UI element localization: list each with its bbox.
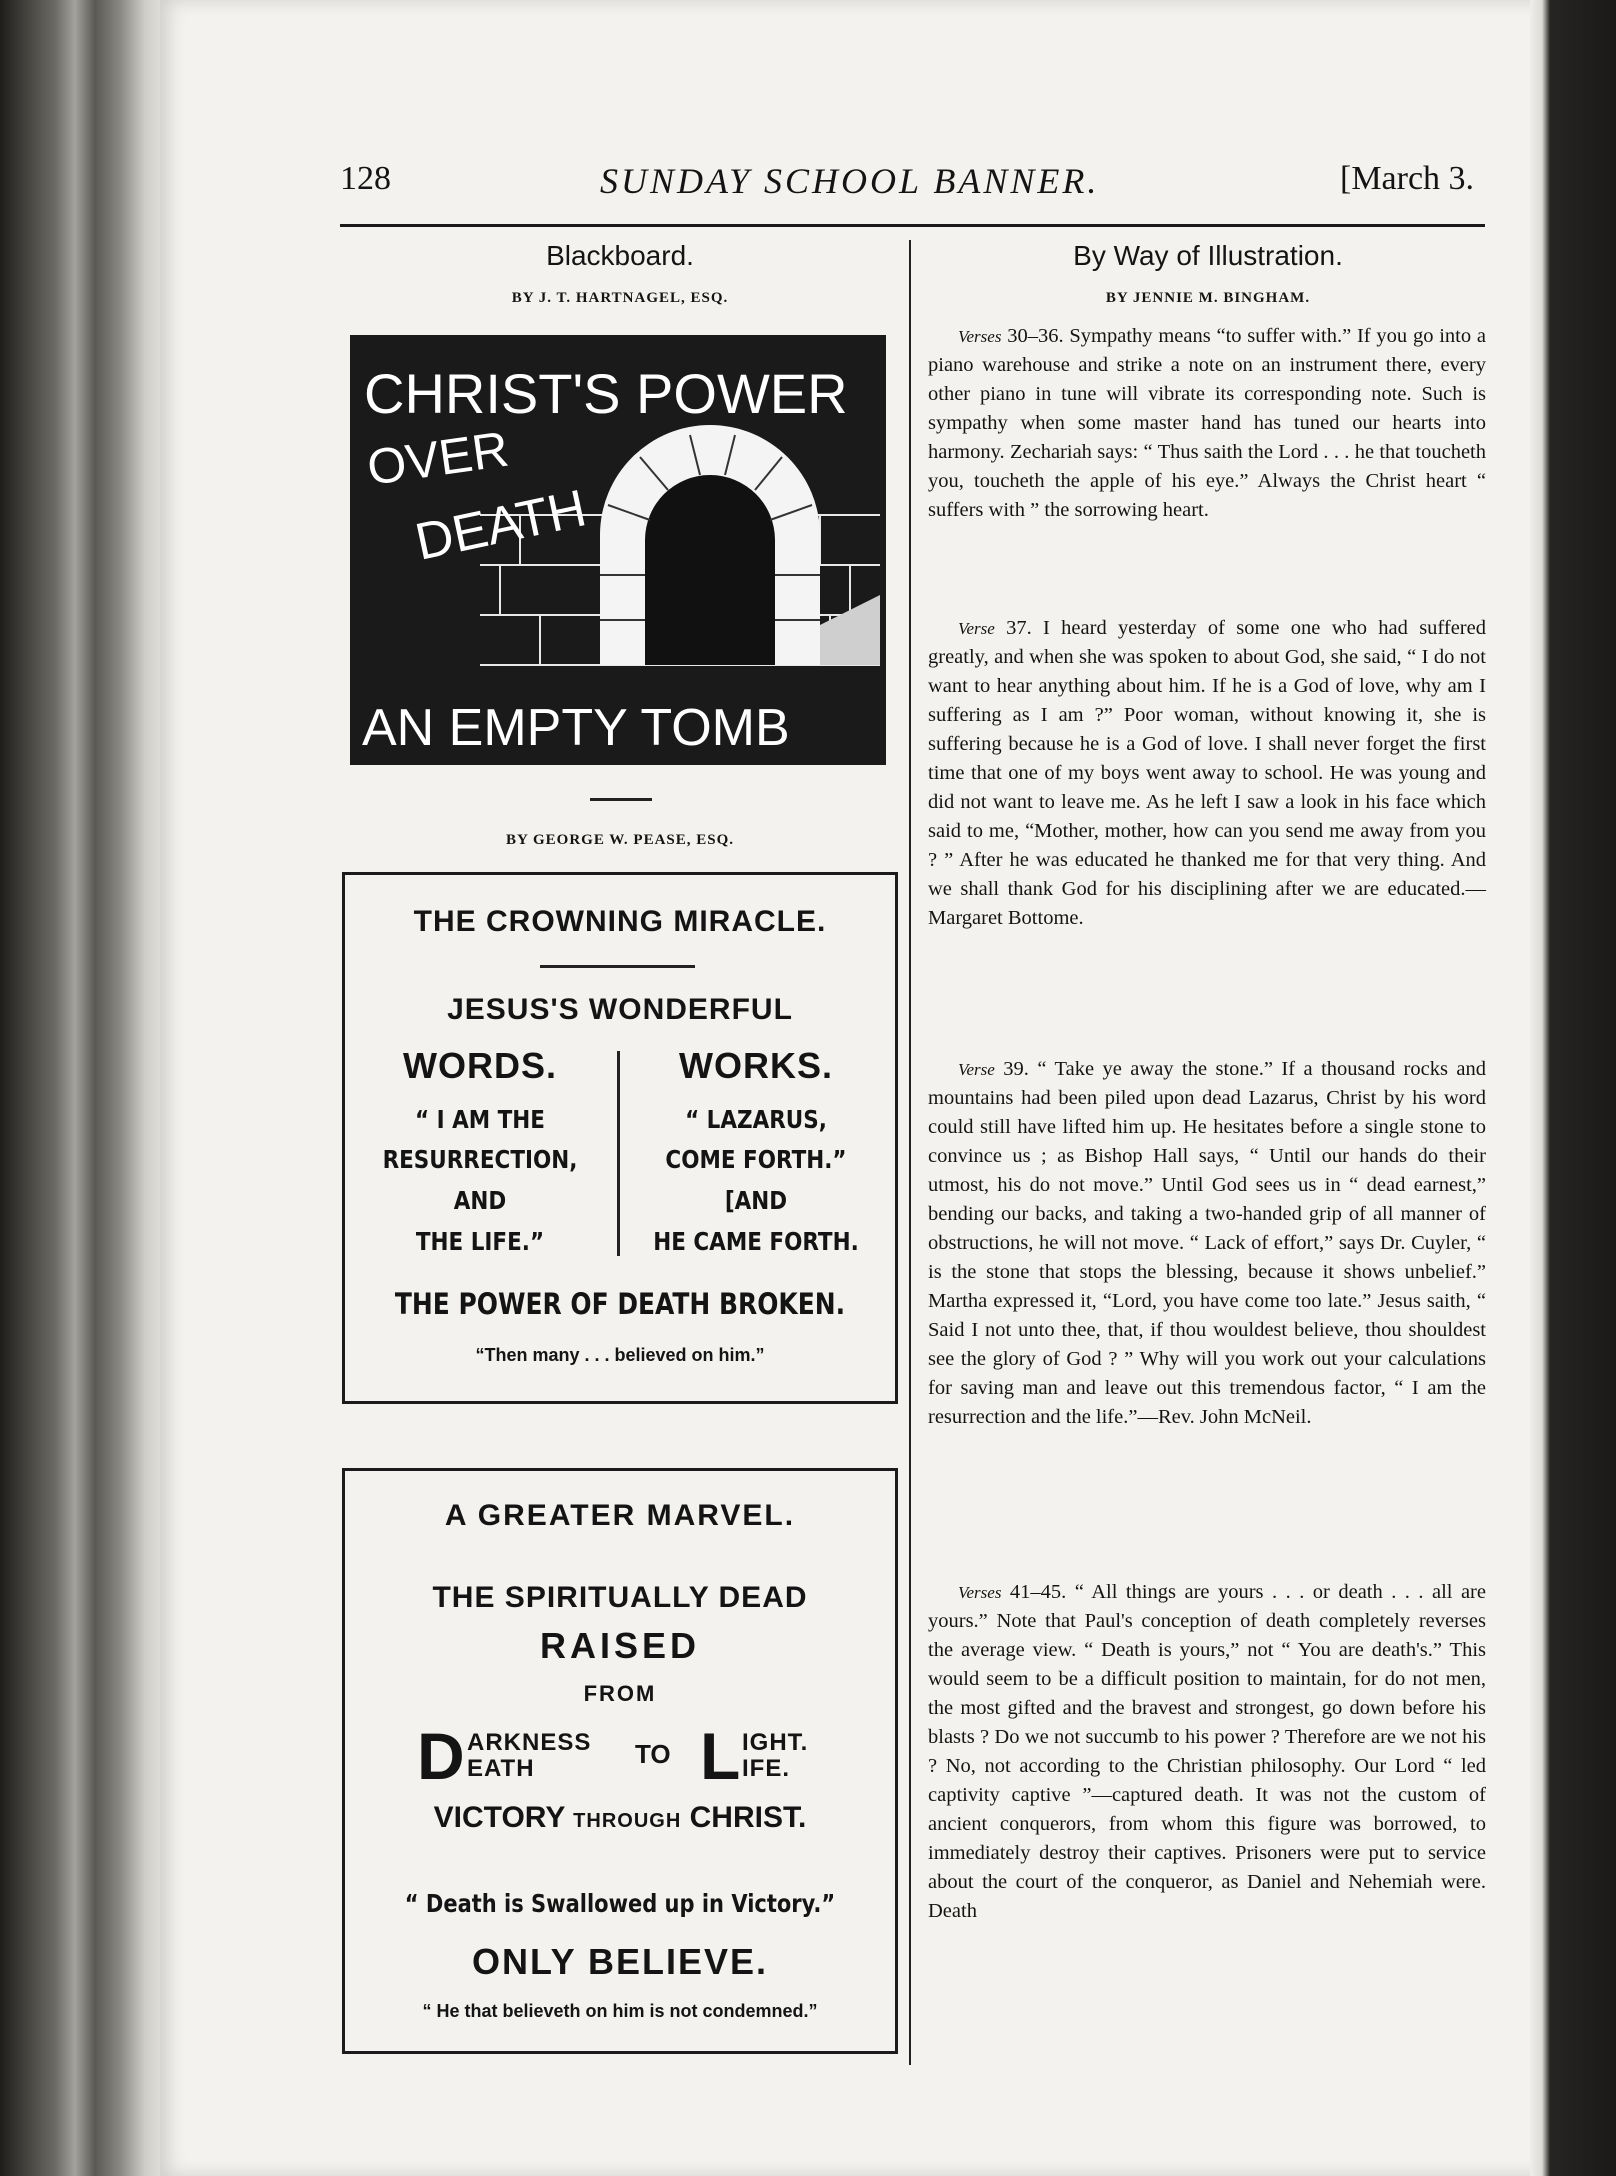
darkness-text: ARKNESS xyxy=(467,1729,592,1756)
box1-left-line: RESURRECTION, xyxy=(382,1145,578,1174)
issue-date: [March 3. xyxy=(1340,160,1475,197)
blackboard-illustration xyxy=(350,335,886,765)
column-divider xyxy=(909,240,911,2065)
blackboard-heading: Blackboard. xyxy=(546,240,694,271)
paragraph-text: 30–36. Sympathy means “to suffer with.” If you go into a piano warehouse and strike a note on an instrument there, every other piano in tune will vibrate its corresponding note. Such is sympathy when some master hand has tuned our hearts into harmony. Zechariah says: “ Thus saith the Lord . . . he that toucheth you, toucheth the apple of his eye.” Always the Christ heart “ suffers with ” the sorrowing heart. xyxy=(928,325,1486,521)
box1-right-line: HE CAME FORTH. xyxy=(653,1227,859,1256)
box1-quote: “Then many . . . believed on him.” xyxy=(475,1345,765,1365)
life-text: IFE. xyxy=(742,1755,791,1782)
box1-subtitle: JESUS'S WONDERFUL xyxy=(447,993,793,1026)
box1-title: THE CROWNING MIRACLE. xyxy=(413,905,827,938)
crowning-miracle-box xyxy=(342,872,898,1404)
greater-marvel-box xyxy=(342,1468,898,2054)
box1-left-line: “ I AM THE xyxy=(415,1105,545,1134)
through-word: THROUGH xyxy=(573,1810,682,1832)
christ-word: CHRIST. xyxy=(689,1801,807,1834)
pease-byline: BY GEORGE W. PEASE, ESQ. xyxy=(505,832,735,848)
box1-left-heading: WORDS. xyxy=(403,1045,557,1086)
box1-left-line: AND xyxy=(453,1186,507,1215)
illustration-heading: By Way of Illustration. xyxy=(1073,240,1343,271)
illustration-byline: BY JENNIE M. BINGHAM. xyxy=(1105,290,1311,306)
box1-rule xyxy=(540,965,695,968)
paragraph-text: 41–45. “ All things are yours . . . or death . . . all are yours.” Note that Paul's conception of death completely reverses the average view. “ Death is yours,” not “ You are death's.” This would seem to be a difficult position to maintain, for do not men, the most gifted and the bravest and strongest, go down before his blasts ? Do we not succumb to his power ? Therefore are we not his ? No, not according to the Christian philosophy. Our Lord “ led captivity captive ”—captured death. It was not the custom of ancient conquerors, from whom this figure was borrowed, to immediately destroy their captives. Prisoners were put to service about the court of the conqueror, as Daniel and Nehemiah were. Death xyxy=(928,1581,1486,1922)
illustration-paragraph xyxy=(928,322,1486,525)
verse-label: Verse xyxy=(958,1060,995,1079)
swallowed-quote: “ Death is Swallowed up in Victory.” xyxy=(404,1889,836,1918)
verse-label: Verses xyxy=(958,1583,1002,1602)
board-text-top: CHRIST'S POWER xyxy=(364,362,848,425)
death-text: EATH xyxy=(467,1755,535,1782)
illustration-paragraph xyxy=(928,614,1486,933)
running-title: SUNDAY SCHOOL BANNER. xyxy=(600,161,1100,201)
tomb-arch xyxy=(600,425,880,665)
condemned-quote: “ He that believeth on him is not condemned.” xyxy=(422,2001,818,2021)
light-life-group xyxy=(700,1719,860,1803)
book-binding xyxy=(0,0,170,2176)
box1-divider xyxy=(617,1051,620,1256)
box1-power: THE POWER OF DEATH BROKEN. xyxy=(394,1287,846,1321)
victory-word: VICTORY xyxy=(433,1801,565,1834)
page-number: 128 xyxy=(340,160,391,197)
illustration-paragraph xyxy=(928,1578,1486,1926)
victory-line xyxy=(345,1801,895,1835)
verse-label: Verse xyxy=(958,619,995,638)
box1-right-heading: WORKS. xyxy=(679,1045,833,1086)
verse-label: Verses xyxy=(958,327,1002,346)
board-text-over: OVER xyxy=(363,420,512,496)
d-initial: D xyxy=(417,1719,465,1793)
illustration-paragraph xyxy=(928,1055,1486,1432)
l-initial: L xyxy=(700,1719,741,1793)
box1-right-line: [AND xyxy=(724,1186,788,1215)
facing-page-edge xyxy=(1530,0,1616,2176)
light-text: IGHT. xyxy=(742,1729,809,1756)
paragraph-text: 37. I heard yesterday of some one who had suffered greatly, and when she was spoken to about God, she said, “ I do not want to hear anything about him. If he is a God of love, why am I suffering as I am ?” Poor woman, without knowing it, she is suffering because he is a God of love. I shall never forget the first time that one of my boys went away to school. He was young and did not want to leave me. As he left I saw a look in his face which said to me, “Mother, mother, how can you send me away from you ? ” After he was educated he thanked me for that very thing. And we shall thank God for his disciplining after we are educated.—Margaret Bottome. xyxy=(928,617,1486,929)
board-text-death: DEATH xyxy=(410,479,592,572)
header-rule xyxy=(340,224,1485,227)
box2-line1: A GREATER MARVEL. xyxy=(444,1499,796,1532)
section-rule xyxy=(590,798,652,801)
only-believe: ONLY BELIEVE. xyxy=(471,1941,769,1982)
box1-left-line: THE LIFE.” xyxy=(415,1227,545,1256)
board-text-bottom: AN EMPTY TOMB xyxy=(362,699,790,757)
box1-right-line: COME FORTH.” xyxy=(665,1145,847,1174)
to-word: TO xyxy=(635,1739,671,1769)
darkness-death-group xyxy=(417,1719,607,1803)
blackboard-byline: BY J. T. HARTNAGEL, ESQ. xyxy=(511,290,729,306)
box2-line3: RAISED xyxy=(539,1625,701,1666)
box1-right-line: “ LAZARUS, xyxy=(685,1105,827,1134)
box2-line4: FROM xyxy=(583,1681,657,1706)
paragraph-text: 39. “ Take ye away the stone.” If a thousand rocks and mountains had been piled upon dead Lazarus, Christ by his word could still have lifted him up. He hesitates before a single stone to convince us ; as Bishop Hall says, “ Until our hands do their utmost, his do not move.” Until God sees us in “ dead earnest,” bending our backs, and taking a two-handed grip of all manner of obstructions, he will not move. “ Lack of effort,” says Dr. Cuyler, “ is the stone that stops the blessing, because it shows unbelief.” Martha expressed it, “Lord, you have come too late.” Jesus saith, “ Said I not unto thee, that, if thou wouldest believe, thou shouldest see the glory of God ? ” Why will you work out your calculations for saving man and leave out this tremendous factor, “ I am the resurrection and the life.”—Rev. John McNeil. xyxy=(928,1058,1486,1428)
box2-line2: THE SPIRITUALLY DEAD xyxy=(432,1581,808,1614)
